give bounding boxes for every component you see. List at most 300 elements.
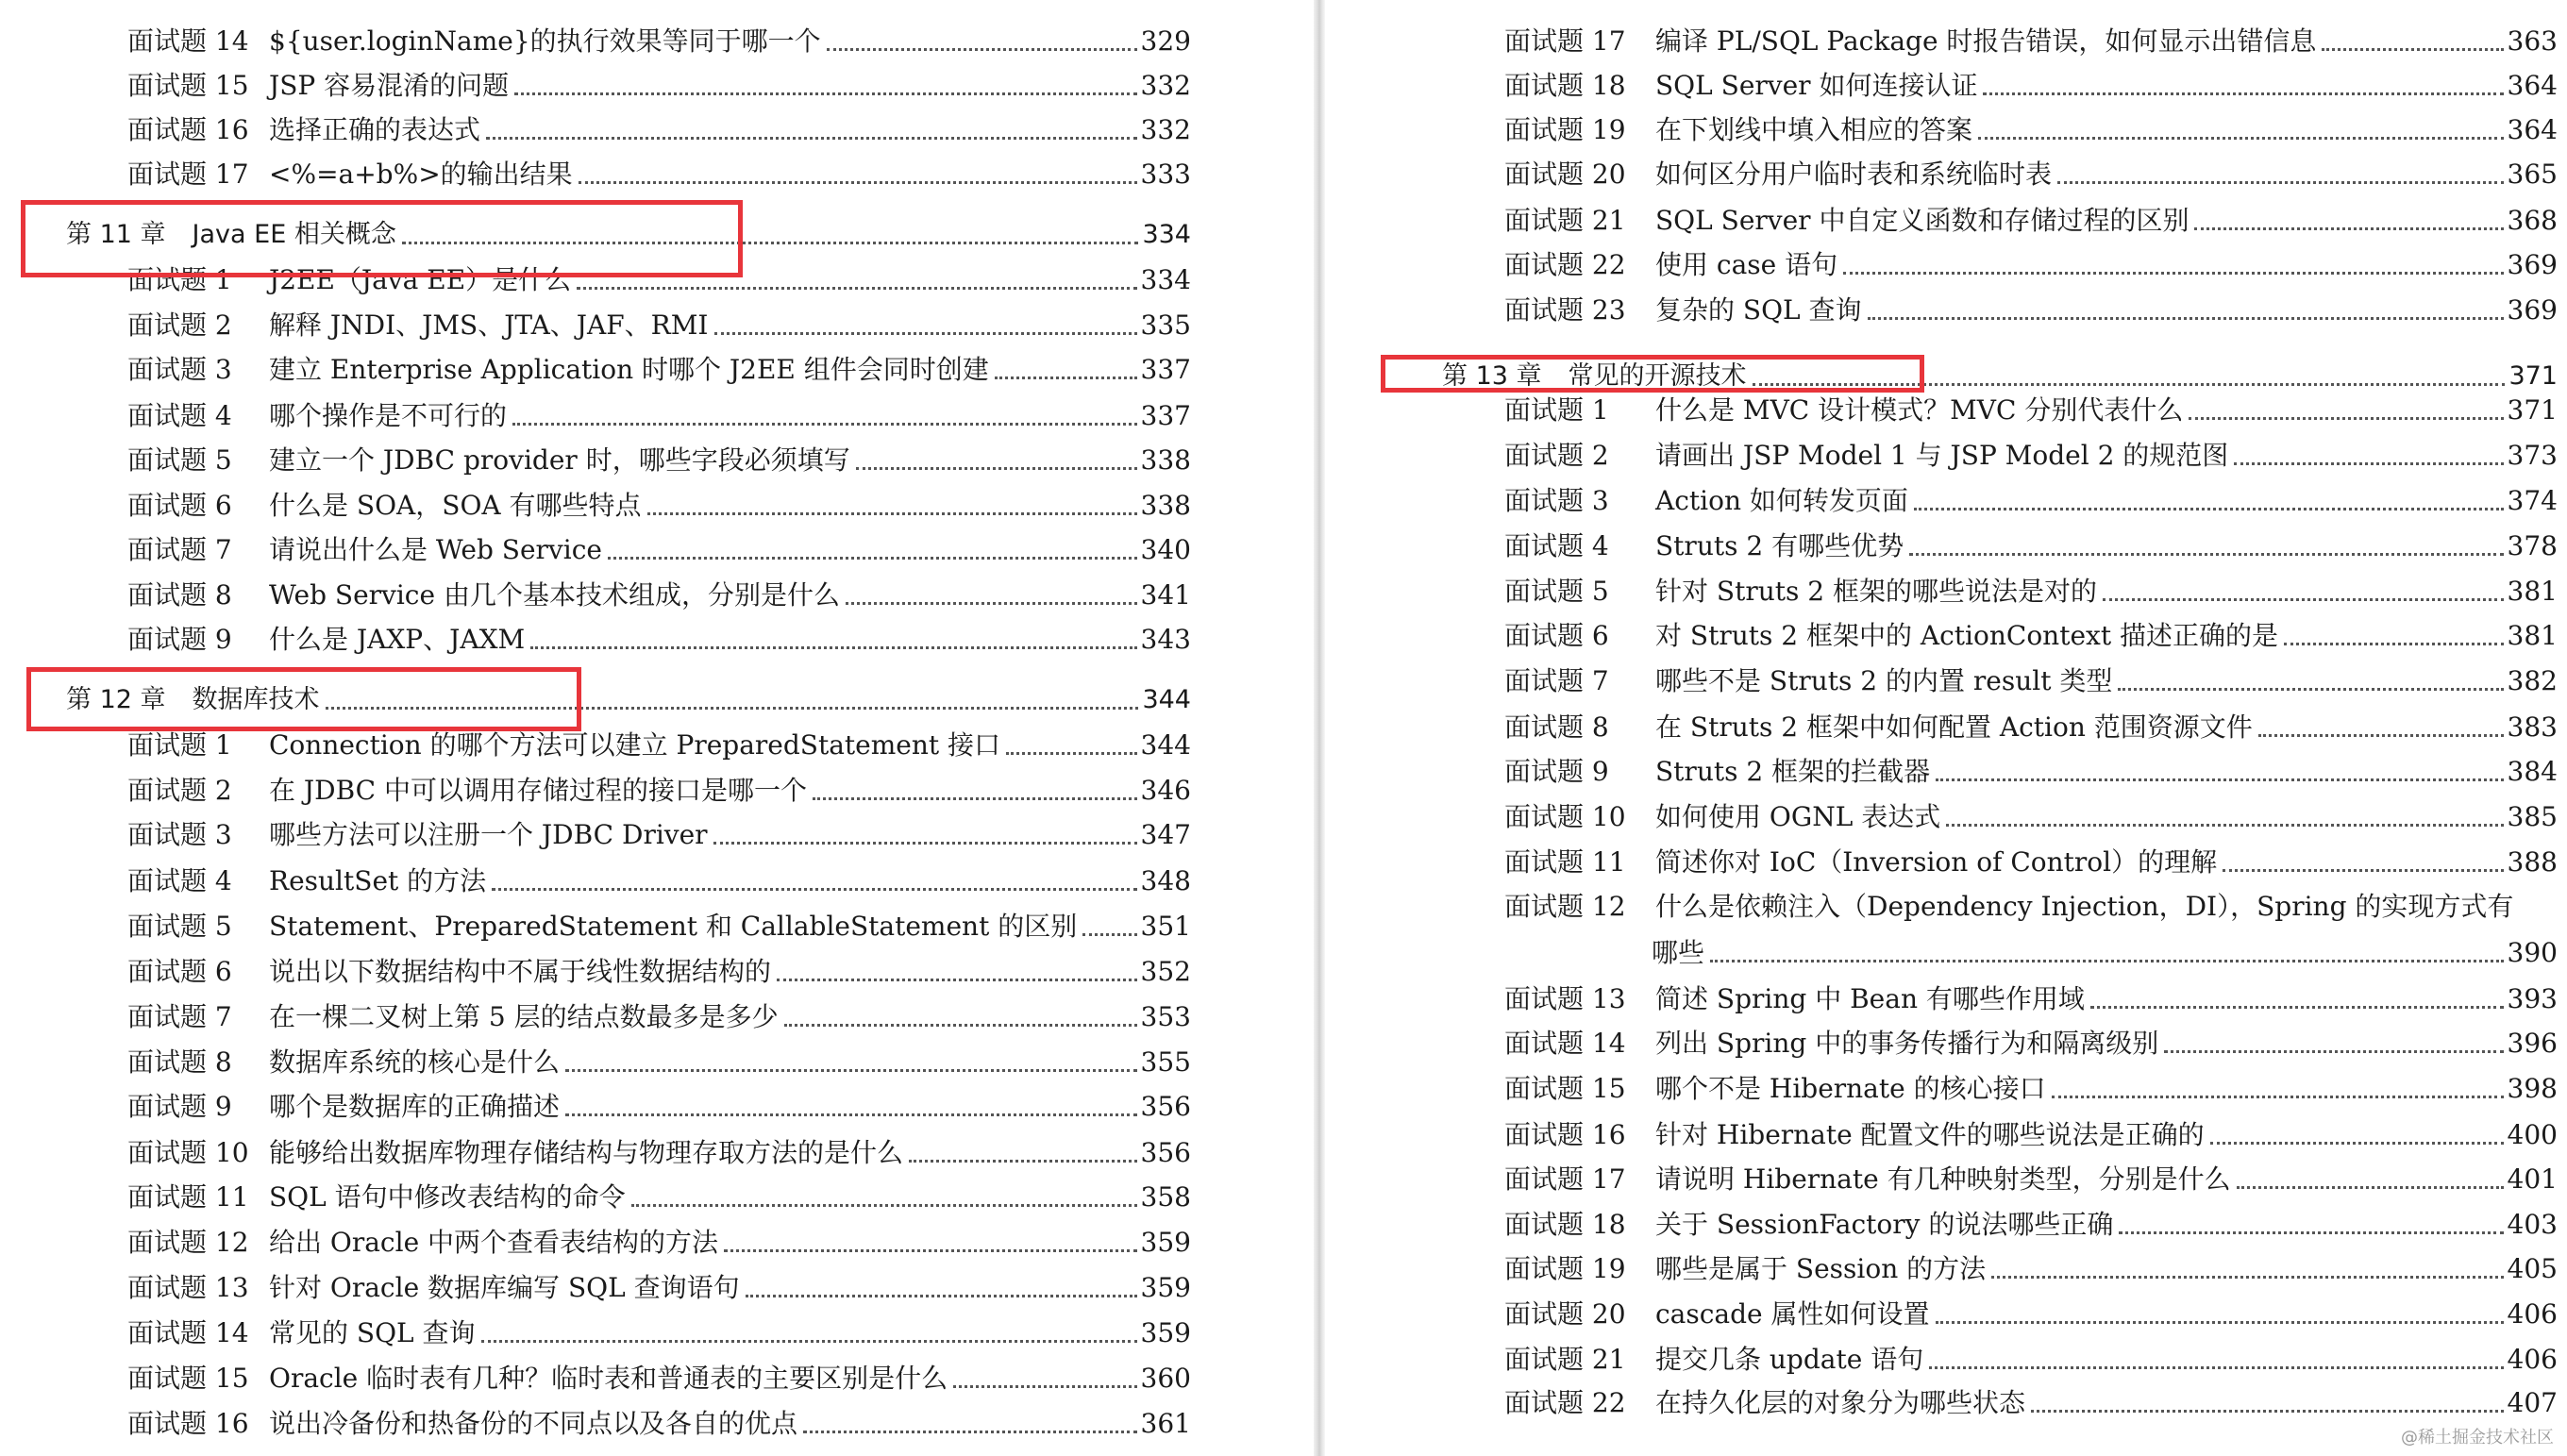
question-number: 面试题 4 <box>127 400 232 431</box>
question-title: 针对 Struts 2 框架的哪些说法是对的 <box>1655 576 2097 607</box>
page-number: 337 <box>1140 354 1191 385</box>
question-title: 哪些不是 Struts 2 的内置 result 类型 <box>1655 665 2113 696</box>
question-title: Web Service 由几个基本技术组成，分别是什么 <box>269 579 840 611</box>
page-number: 338 <box>1140 490 1191 521</box>
question-number: 面试题 16 <box>127 1408 249 1439</box>
dot-leader <box>846 602 1137 605</box>
question-number: 面试题 19 <box>1504 114 1626 145</box>
dot-leader <box>724 1249 1137 1252</box>
dot-leader <box>530 646 1136 649</box>
question-number: 面试题 7 <box>1504 665 1609 696</box>
toc-entry <box>127 1309 1191 1352</box>
page-number: 382 <box>2507 665 2558 696</box>
dot-leader <box>577 287 1136 290</box>
question-title: 对 Struts 2 框架中的 ActionContext 描述正确的是 <box>1655 620 2278 651</box>
toc-entry <box>1504 1379 2558 1422</box>
dot-leader <box>1710 960 2504 962</box>
toc-entry <box>127 993 1191 1036</box>
dot-leader <box>2118 688 2503 691</box>
toc-entry <box>127 571 1191 614</box>
page-number: 378 <box>2507 530 2558 561</box>
page-number: 371 <box>2507 394 2558 426</box>
page-number: 401 <box>2507 1163 2558 1195</box>
toc-entry <box>1504 477 2558 520</box>
question-title: 选择正确的表达式 <box>269 114 481 145</box>
question-number: 面试题 16 <box>1504 1119 1626 1150</box>
toc-entry <box>1504 17 2558 60</box>
highlight-box-chapter-13 <box>1381 355 1924 393</box>
page-number: 329 <box>1140 25 1191 57</box>
question-number: 面试题 14 <box>127 25 249 57</box>
dot-leader <box>827 48 1137 51</box>
toc-entry <box>127 61 1191 105</box>
question-title: 列出 Spring 中的事务传播行为和隔离级别 <box>1655 1028 2159 1059</box>
chapter-title: 数据库技术 <box>192 685 320 714</box>
question-title: 简述你对 IoC（Inversion of Control）的理解 <box>1655 846 2218 878</box>
dot-leader <box>2223 869 2503 872</box>
chapter-number: 第 11 章 <box>66 220 166 249</box>
page-number: 356 <box>1140 1091 1191 1122</box>
toc-entry <box>1504 975 2558 1018</box>
question-number: 面试题 3 <box>127 819 232 850</box>
question-number: 面试题 14 <box>1504 1028 1626 1059</box>
right-page <box>1325 0 2567 1456</box>
question-number: 面试题 13 <box>127 1272 249 1303</box>
dot-leader <box>2057 181 2504 184</box>
question-title: Action 如何转发页面 <box>1655 485 1908 516</box>
dot-leader <box>714 332 1137 335</box>
dot-leader <box>856 467 1137 470</box>
dot-leader <box>1978 137 2504 140</box>
question-number: 面试题 10 <box>1504 801 1626 832</box>
dot-leader <box>953 1385 1136 1388</box>
dot-leader <box>514 92 1136 95</box>
dot-leader <box>486 137 1137 140</box>
dot-leader <box>2258 734 2504 737</box>
question-title: 哪个操作是不可行的 <box>269 400 508 431</box>
toc-entry <box>1504 1155 2558 1198</box>
dot-leader <box>2119 1231 2503 1234</box>
dot-leader <box>777 979 1137 981</box>
question-title: 哪些是属于 Session 的方法 <box>1655 1253 1987 1284</box>
question-number: 面试题 17 <box>1504 1163 1626 1195</box>
dot-leader <box>1991 1276 2503 1279</box>
question-title: SQL Server 中自定义函数和存储过程的区别 <box>1655 205 2190 236</box>
question-number: 面试题 1 <box>127 729 232 761</box>
question-title: 解释 JNDI、JMS、JTA、JAF、RMI <box>269 310 709 341</box>
dot-leader <box>1006 752 1137 755</box>
toc-entry-continuation <box>1652 929 2558 972</box>
highlight-box-chapter-12 <box>26 667 581 731</box>
chapter-title: Java EE 相关概念 <box>192 220 396 249</box>
toc-entry <box>1504 882 2558 926</box>
question-title: 说出以下数据结构中不属于线性数据结构的 <box>269 956 772 987</box>
toc-entry <box>127 1129 1191 1172</box>
question-number: 面试题 6 <box>1504 620 1609 651</box>
question-title: Struts 2 框架的拦截器 <box>1655 756 1931 787</box>
page-number: 381 <box>2507 576 2558 607</box>
question-number: 面试题 10 <box>127 1137 249 1168</box>
page-number: 344 <box>1142 685 1191 714</box>
question-number: 面试题 15 <box>127 70 249 101</box>
question-number: 面试题 21 <box>1504 205 1626 236</box>
toc-entry <box>127 1082 1191 1126</box>
dot-leader <box>1946 824 2503 827</box>
question-title: 在 JDBC 中可以调用存储过程的接口是哪一个 <box>269 775 807 806</box>
question-number: 面试题 8 <box>1504 711 1609 743</box>
question-title: 哪个是数据库的正确描述 <box>269 1091 561 1122</box>
page-number: 337 <box>1140 400 1191 431</box>
question-title: 说出冷备份和热备份的不同点以及各自的优点 <box>269 1408 798 1439</box>
question-number: 面试题 5 <box>127 444 232 476</box>
toc-entry <box>1504 61 2558 105</box>
question-title: 哪个不是 Hibernate 的核心接口 <box>1655 1073 2046 1104</box>
question-title: 提交几条 update 语句 <box>1655 1344 1924 1375</box>
page-number: 398 <box>2507 1073 2558 1104</box>
dot-leader <box>2284 643 2504 645</box>
dot-leader <box>1843 272 2503 275</box>
page-number: 340 <box>1140 534 1191 565</box>
dot-leader <box>1909 553 2503 556</box>
page-number: 353 <box>1140 1001 1191 1032</box>
page-number: 352 <box>1140 956 1191 987</box>
dot-leader <box>481 1340 1137 1343</box>
question-title: 哪些方法可以注册一个 JDBC Driver <box>269 819 708 850</box>
toc-entry <box>127 17 1191 60</box>
page-number: 332 <box>1140 114 1191 145</box>
question-number: 面试题 11 <box>127 1181 249 1213</box>
page-number: 334 <box>1142 220 1191 249</box>
toc-entry <box>1504 150 2558 193</box>
page-number: 334 <box>1140 264 1191 295</box>
page-number: 351 <box>1140 911 1191 942</box>
page-number: 348 <box>1140 865 1191 896</box>
dot-leader <box>2210 1142 2504 1145</box>
question-number: 面试题 15 <box>127 1363 249 1394</box>
question-number: 面试题 20 <box>1504 1298 1626 1330</box>
question-number: 面试题 13 <box>1504 983 1626 1014</box>
question-number: 面试题 9 <box>127 624 232 655</box>
page-number: 385 <box>2507 801 2558 832</box>
chapter-number: 第 12 章 <box>66 685 166 714</box>
question-number: 面试题 8 <box>127 579 232 611</box>
toc-entry <box>127 481 1191 525</box>
dot-leader <box>2189 417 2503 420</box>
toc-entry <box>127 1173 1191 1216</box>
toc-entry <box>127 1399 1191 1443</box>
page-number: 346 <box>1140 775 1191 806</box>
toc-entry <box>1504 522 2558 565</box>
question-number: 面试题 18 <box>1504 1209 1626 1240</box>
question-title: 什么是 JAXP、JAXM <box>269 624 526 655</box>
dot-leader <box>608 557 1137 560</box>
chapter-title: 常见的开源技术 <box>1568 361 1747 391</box>
toc-entry <box>1504 1111 2558 1154</box>
dot-leader <box>1936 778 2503 781</box>
dot-leader <box>2322 48 2503 51</box>
toc-entry <box>1504 106 2558 149</box>
question-title: 针对 Oracle 数据库编写 SQL 查询语句 <box>269 1272 740 1303</box>
dot-leader <box>746 1295 1137 1297</box>
question-title: 如何使用 OGNL 表达式 <box>1655 801 1941 832</box>
toc-entry <box>1504 1335 2558 1379</box>
page-number: 360 <box>1140 1363 1191 1394</box>
page-number: 369 <box>2507 294 2558 326</box>
question-title: Connection 的哪个方法可以建立 PreparedStatement 接口 <box>269 729 1001 761</box>
question-title: ResultSet 的方法 <box>269 865 487 896</box>
dot-leader <box>565 1113 1137 1116</box>
page-number: 405 <box>2507 1253 2558 1284</box>
question-title: J2EE（Java EE）是什么 <box>269 264 572 295</box>
toc-entry <box>1504 838 2558 881</box>
dot-leader <box>2194 227 2503 230</box>
toc-entry <box>127 150 1191 193</box>
question-title: 请说出什么是 Web Service <box>269 534 602 565</box>
toc-entry <box>1504 1064 2558 1108</box>
question-title: 数据库系统的核心是什么 <box>269 1046 561 1078</box>
page-number: 393 <box>2507 983 2558 1014</box>
page-number: 368 <box>2507 205 2558 236</box>
question-title: cascade 属性如何设置 <box>1655 1298 1930 1330</box>
question-title: 针对 Hibernate 配置文件的哪些说法是正确的 <box>1655 1119 2205 1150</box>
toc-entry <box>1504 286 2558 329</box>
dot-leader <box>995 377 1137 379</box>
question-number: 面试题 5 <box>1504 576 1609 607</box>
question-title: 在持久化层的对象分为哪些状态 <box>1655 1387 2026 1418</box>
question-title: 简述 Spring 中 Bean 有哪些作用域 <box>1655 983 2085 1014</box>
dot-leader <box>579 181 1137 184</box>
page-number: 390 <box>2507 937 2558 968</box>
question-title: 哪些 <box>1652 937 1705 968</box>
toc-entry <box>127 766 1191 810</box>
dot-leader <box>512 423 1137 426</box>
question-number: 面试题 16 <box>127 114 249 145</box>
question-number: 面试题 8 <box>127 1046 232 1078</box>
question-title: 请说明 Hibernate 有几种映射类型，分别是什么 <box>1655 1163 2231 1195</box>
question-number: 面试题 5 <box>127 911 232 942</box>
toc-entry <box>127 301 1191 344</box>
toc-entry <box>127 615 1191 659</box>
question-number: 面试题 6 <box>127 956 232 987</box>
question-number: 面试题 15 <box>1504 1073 1626 1104</box>
question-number: 面试题 17 <box>1504 25 1626 57</box>
toc-entry <box>127 1218 1191 1262</box>
question-title: <%=a+b%>的输出结果 <box>269 159 573 190</box>
page-number: 358 <box>1140 1181 1191 1213</box>
dot-leader <box>2052 1096 2504 1098</box>
question-title: 在下划线中填入相应的答案 <box>1655 114 1973 145</box>
page-number: 406 <box>2507 1298 2558 1330</box>
page-number: 373 <box>2507 440 2558 471</box>
dot-leader <box>1983 92 2503 95</box>
toc-entry <box>1504 747 2558 791</box>
page-number: 369 <box>2507 249 2558 280</box>
toc-entry <box>1504 431 2558 475</box>
page-number: 359 <box>1140 1272 1191 1303</box>
toc-entry <box>1504 1019 2558 1063</box>
question-title: Oracle 临时表有几种？临时表和普通表的主要区别是什么 <box>269 1363 948 1394</box>
page-number: 384 <box>2507 756 2558 787</box>
toc-entry <box>1504 657 2558 700</box>
dot-leader <box>631 1204 1137 1207</box>
page-number: 365 <box>2507 159 2558 190</box>
question-number: 面试题 4 <box>1504 530 1609 561</box>
toc-entry <box>1504 241 2558 284</box>
dot-leader <box>713 842 1137 845</box>
question-number: 面试题 9 <box>127 1091 232 1122</box>
question-title: SQL Server 如何连接认证 <box>1655 70 1978 101</box>
question-number: 面试题 7 <box>127 1001 232 1032</box>
question-number: 面试题 4 <box>127 865 232 896</box>
question-number: 面试题 1 <box>1504 394 1609 426</box>
dot-leader <box>1082 933 1136 936</box>
page-number: 371 <box>2508 361 2558 391</box>
toc-entry <box>127 1038 1191 1081</box>
toc-entry <box>127 857 1191 900</box>
question-title: 在 Struts 2 框架中如何配置 Action 范围资源文件 <box>1655 711 2253 743</box>
question-number: 面试题 21 <box>1504 1344 1626 1375</box>
toc-entry <box>1504 703 2558 746</box>
dot-leader <box>1936 1321 2504 1324</box>
question-number: 面试题 2 <box>127 310 232 341</box>
toc-entry <box>127 436 1191 479</box>
question-title: 请画出 JSP Model 1 与 JSP Model 2 的规范图 <box>1655 440 2229 471</box>
chapter-number: 第 13 章 <box>1442 361 1542 391</box>
dot-leader <box>784 1024 1137 1027</box>
toc-entry <box>1504 196 2558 240</box>
page-number: 381 <box>2507 620 2558 651</box>
page-number: 343 <box>1140 624 1191 655</box>
page-number: 341 <box>1140 579 1191 611</box>
question-title: 能够给出数据库物理存储结构与物理存取方法的是什么 <box>269 1137 904 1168</box>
toc-entry <box>1504 1245 2558 1288</box>
toc-entry <box>127 392 1191 435</box>
watermark: @稀土掘金技术社区 <box>2401 1428 2554 1448</box>
question-number: 面试题 22 <box>1504 1387 1626 1418</box>
page-number: 364 <box>2507 114 2558 145</box>
dot-leader <box>813 797 1137 800</box>
book-gutter <box>1314 0 1325 1456</box>
page-number: 396 <box>2507 1028 2558 1059</box>
question-number: 面试题 18 <box>1504 70 1626 101</box>
dot-leader <box>2103 598 2504 601</box>
dot-leader <box>1929 1366 2503 1369</box>
question-title: Struts 2 有哪些优势 <box>1655 530 1904 561</box>
question-title: 建立 Enterprise Application 时哪个 J2EE 组件会同时创建 <box>269 354 989 385</box>
dot-leader <box>2090 1006 2504 1009</box>
page-number: 406 <box>2507 1344 2558 1375</box>
question-title: 复杂的 SQL 查询 <box>1655 294 1862 326</box>
page-number: 359 <box>1140 1227 1191 1258</box>
dot-leader <box>1914 508 2504 510</box>
question-title: 关于 SessionFactory 的说法哪些正确 <box>1655 1209 2114 1240</box>
toc-entry <box>127 811 1191 854</box>
dot-leader <box>1868 317 2504 320</box>
question-number: 面试题 12 <box>1504 891 1626 922</box>
question-number: 面试题 9 <box>1504 756 1609 787</box>
toc-entry <box>127 1264 1191 1307</box>
page-number: 356 <box>1140 1137 1191 1168</box>
question-title: 常见的 SQL 查询 <box>269 1317 476 1348</box>
question-title: 什么是 MVC 设计模式？MVC 分别代表什么 <box>1655 394 2184 426</box>
page-number: 388 <box>2507 846 2558 878</box>
question-title: 使用 case 语句 <box>1655 249 1838 280</box>
page-number: 361 <box>1140 1408 1191 1439</box>
question-number: 面试题 11 <box>1504 846 1626 878</box>
question-number: 面试题 12 <box>127 1227 249 1258</box>
page-number: 333 <box>1140 159 1191 190</box>
dot-leader <box>803 1431 1137 1433</box>
page-number: 363 <box>2507 25 2558 57</box>
page-number: 332 <box>1140 70 1191 101</box>
toc-entry <box>1504 1200 2558 1244</box>
question-number: 面试题 17 <box>127 159 249 190</box>
toc-entry <box>1504 793 2558 836</box>
question-number: 面试题 2 <box>127 775 232 806</box>
dot-leader <box>2031 1410 2504 1413</box>
question-title: 如何区分用户临时表和系统临时表 <box>1655 159 2053 190</box>
page-number: 374 <box>2507 485 2558 516</box>
question-title: 什么是 SOA，SOA 有哪些特点 <box>269 490 642 521</box>
question-number: 面试题 14 <box>127 1317 249 1348</box>
question-title: JSP 容易混淆的问题 <box>269 70 510 101</box>
page-number: 383 <box>2507 711 2558 743</box>
toc-entry <box>1504 567 2558 611</box>
question-number: 面试题 3 <box>127 354 232 385</box>
page-number: 335 <box>1140 310 1191 341</box>
toc-entry <box>127 902 1191 946</box>
question-number: 面试题 1 <box>127 264 232 295</box>
question-title: SQL 语句中修改表结构的命令 <box>269 1181 626 1213</box>
question-number: 面试题 7 <box>127 534 232 565</box>
question-number: 面试题 19 <box>1504 1253 1626 1284</box>
page-number: 403 <box>2507 1209 2558 1240</box>
dot-leader <box>492 888 1136 891</box>
dot-leader <box>909 1160 1137 1163</box>
dot-leader <box>2164 1050 2503 1053</box>
toc-entry <box>127 345 1191 389</box>
page-number: 344 <box>1140 729 1191 761</box>
page-number: 347 <box>1140 819 1191 850</box>
question-number: 面试题 20 <box>1504 159 1626 190</box>
question-number: 面试题 6 <box>127 490 232 521</box>
page-number: 364 <box>2507 70 2558 101</box>
toc-entry <box>1504 1290 2558 1333</box>
dot-leader <box>647 512 1137 515</box>
question-title: 什么是依赖注入（Dependency Injection，DI），Spring 的实现方式有 <box>1655 891 2514 922</box>
question-title: 给出 Oracle 中两个查看表结构的方法 <box>269 1227 719 1258</box>
question-number: 面试题 2 <box>1504 440 1609 471</box>
toc-entry <box>1504 611 2558 655</box>
question-title: 在一棵二叉树上第 5 层的结点数最多是多少 <box>269 1001 779 1032</box>
toc-entry <box>127 947 1191 991</box>
question-title: Statement、PreparedStatement 和 CallableStatement 的区别 <box>269 911 1078 942</box>
dot-leader <box>565 1069 1137 1072</box>
question-title: ${user.loginName}的执行效果等同于哪一个 <box>269 25 821 57</box>
question-title: 建立一个 JDBC provider 时，哪些字段必须填写 <box>269 444 850 476</box>
question-number: 面试题 22 <box>1504 249 1626 280</box>
question-number: 面试题 3 <box>1504 485 1609 516</box>
toc-entry <box>127 106 1191 149</box>
page-number: 355 <box>1140 1046 1191 1078</box>
dot-leader <box>2234 462 2503 465</box>
page-number: 338 <box>1140 444 1191 476</box>
page-number: 359 <box>1140 1317 1191 1348</box>
page-number: 400 <box>2507 1119 2558 1150</box>
question-number: 面试题 23 <box>1504 294 1626 326</box>
highlight-box-chapter-11 <box>21 200 743 277</box>
question-title: 编译 PL/SQL Package 时报告错误，如何显示出错信息 <box>1655 25 2317 57</box>
